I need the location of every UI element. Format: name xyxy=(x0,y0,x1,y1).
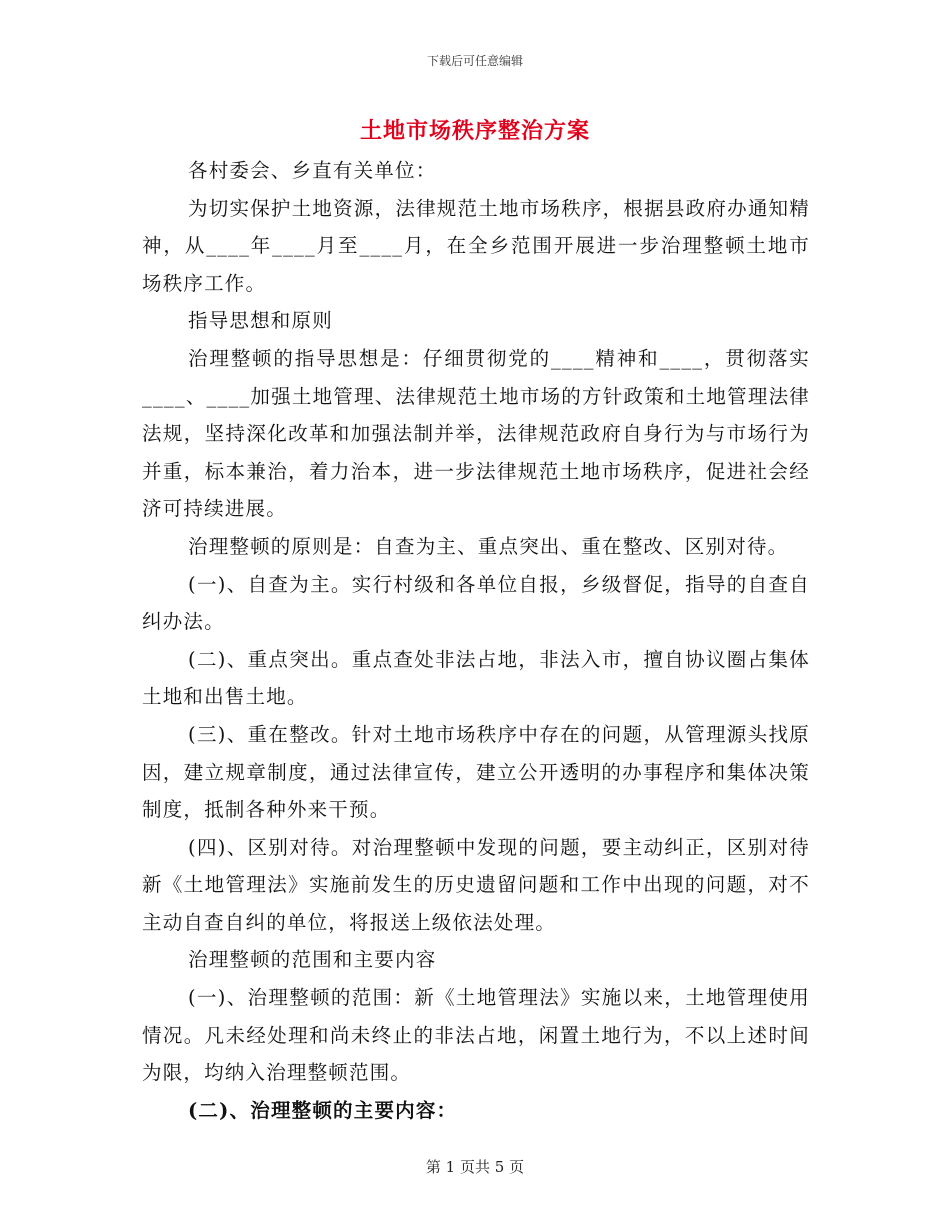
page-header: 下载后可任意编辑 xyxy=(426,54,523,68)
scope-item-1: (一)、治理整顿的范围：新《土地管理法》实施以来，土地管理使用情况。凡未经处理和尚未终止的非法占地，闲置土地行为，不以上述时间为限，均纳入治理整顿范围。 xyxy=(142,986,810,1085)
page-footer: 第 1 页共 5 页 xyxy=(425,1158,525,1176)
intro-paragraph: 为切实保护土地资源，法律规范土地市场秩序，根据县政府办通知精神，从____年____月至____月，在全乡范围开展进一步治理整顿土地市场秩序工作。 xyxy=(142,196,810,295)
guiding-thought-paragraph: 治理整顿的指导思想是：仔细贯彻党的____精神和____，贯彻落实____、____加强土地管理、法律规范土地市场的方针政策和土地管理法律法规，坚持深化改革和加强法制并举，法律规范政府自身行为与市场行为并重，标本兼治，着力治本，进一步法律规范土地市场秩序，促进社会经济可持续进展。 xyxy=(142,346,810,521)
principle-item-3: (三)、重在整改。针对土地市场秩序中存在的问题，从管理源头找原因，建立规章制度，通过法律宣传，建立公开透明的办事程序和集体决策制度，抵制各种外来干预。 xyxy=(142,722,810,822)
section-heading-scope: 治理整顿的范围和主要内容 xyxy=(188,948,437,972)
section-heading-principles: 指导思想和原则 xyxy=(188,309,333,333)
principle-item-1: (一)、自查为主。实行村级和各单位自报，乡级督促，指导的自查自纠办法。 xyxy=(142,572,810,634)
principle-item-2: (二)、重点突出。重点查处非法占地，非法入市，擅自协议圈占集体土地和出售土地。 xyxy=(142,647,810,709)
document-body xyxy=(142,152,810,1129)
salutation: 各村委会、乡直有关单位： xyxy=(188,159,437,182)
principles-paragraph: 治理整顿的原则是：自查为主、重点突出、重在整改、区别对待。 xyxy=(188,534,789,558)
scope-item-2-heading: (二)、治理整顿的主要内容： xyxy=(188,1098,458,1122)
principle-item-4: (四)、区别对待。对治理整顿中发现的问题，要主动纠正，区别对待新《土地管理法》实施前发生的历史遗留问题和工作中出现的问题，对不主动自查自纠的单位，将报送上级依法处理。 xyxy=(142,835,810,934)
document-title: 土地市场秩序整治方案 xyxy=(359,118,590,144)
